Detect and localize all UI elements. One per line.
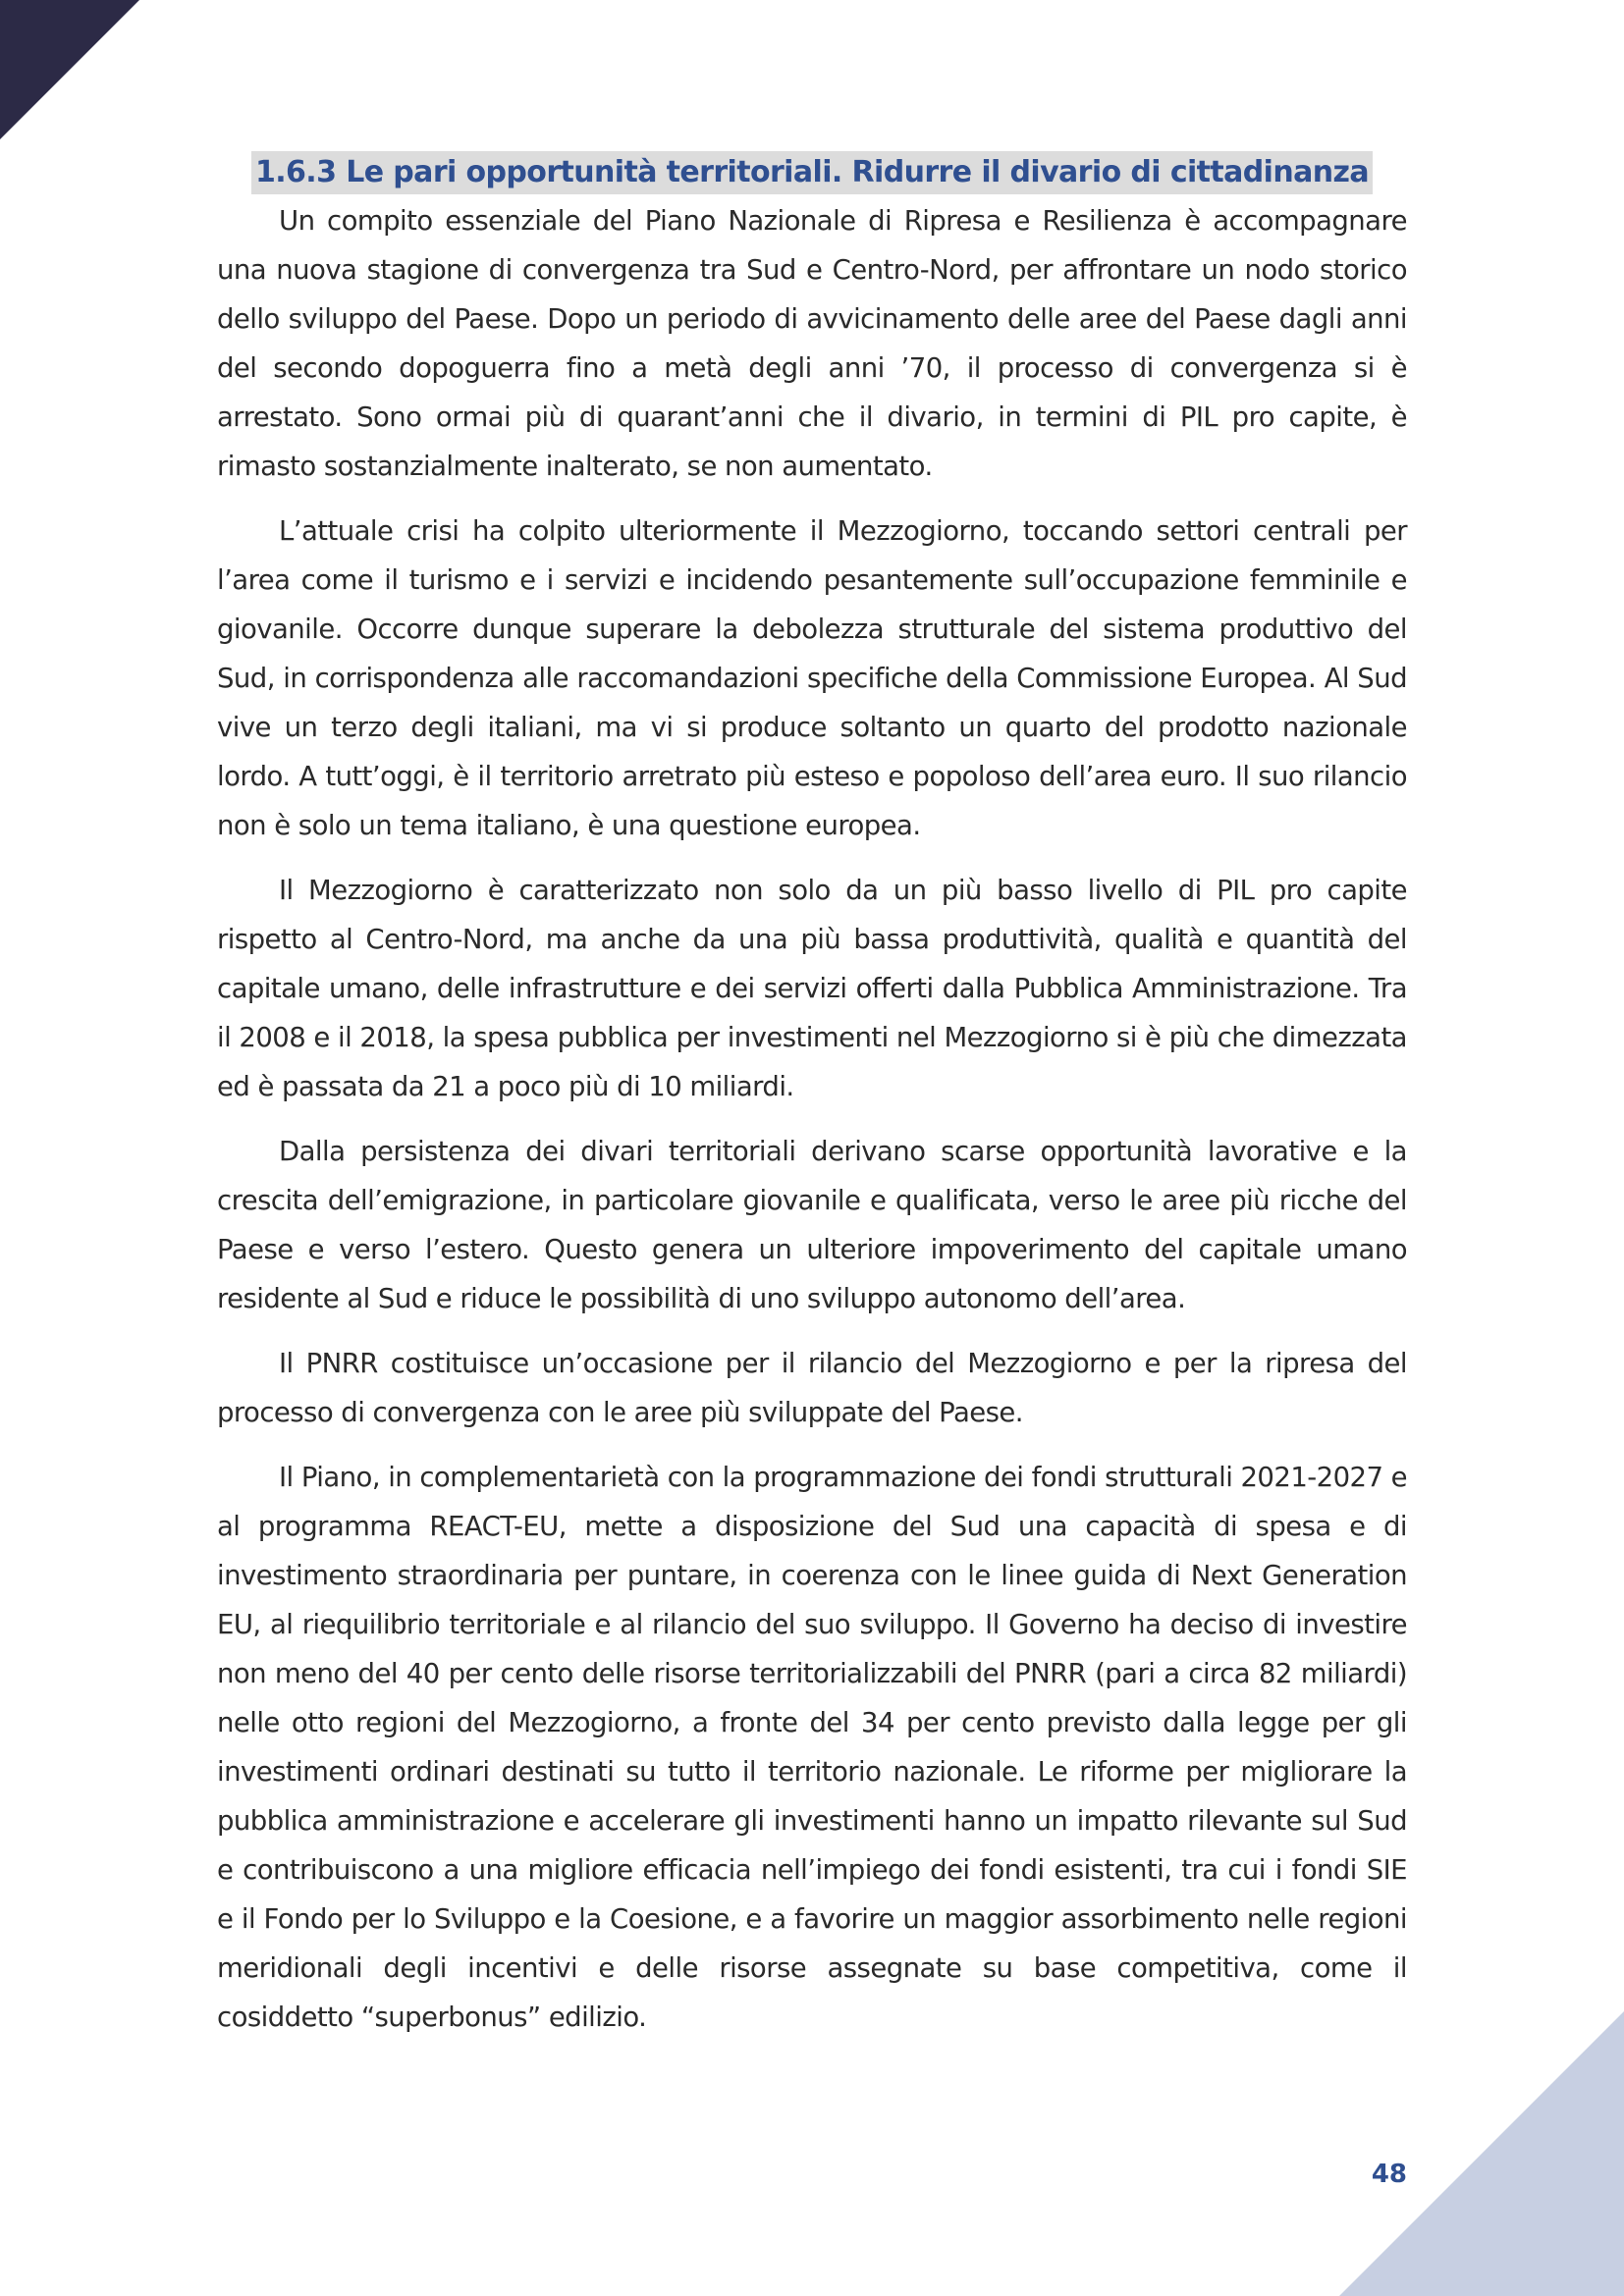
section-heading-container	[217, 151, 1407, 194]
paragraph-3: Il Mezzogiorno è caratterizzato non solo da un più basso livello di PIL pro capite rispetto al Centro-Nord, ma anche da una più bassa produttività, qualità e quantità del capitale umano, delle infrastrutture e dei servizi offerti dalla Pubblica Amministrazione. Tra il 2008 e il 2018, la spesa pubblica per investimenti nel Mezzogiorno si è più che dimezzata ed è passata da 21 a poco più di 10 miliardi.	[217, 875, 1407, 1102]
section-heading: 1.6.3 Le pari opportunità territoriali. Ridurre il divario di cittadinanza	[251, 151, 1373, 194]
corner-decoration-top-left	[0, 0, 139, 139]
page-number: 48	[1371, 2160, 1407, 2189]
page-body	[217, 151, 1407, 2057]
paragraph-1: Un compito essenziale del Piano Nazionale di Ripresa e Resilienza è accompagnare una nuova stagione di convergenza tra Sud e Centro-Nord, per affrontare un nodo storico dello sviluppo del Paese. Dopo un periodo di avvicinamento delle aree del Paese dagli anni del secondo dopoguerra fino a metà degli anni ’70, il processo di convergenza si è arrestato. Sono ormai più di quarant’anni che il divario, in termini di PIL pro capite, è rimasto sostanzialmente inalterato, se non aumentato.	[217, 205, 1407, 482]
paragraph-6: Il Piano, in complementarietà con la programmazione dei fondi strutturali 2021-2027 e al programma REACT-EU, mette a disposizione del Sud una capacità di spesa e di investimento straordinaria per puntare, in coerenza con le linee guida di Next Generation EU, al riequilibrio territoriale e al rilancio del suo sviluppo. Il Governo ha deciso di investire non meno del 40 per cento delle risorse territorializzabili del PNRR (pari a circa 82 miliardi) nelle otto regioni del Mezzogiorno, a fronte del 34 per cento previsto dalla legge per gli investimenti ordinari destinati su tutto il territorio nazionale. Le riforme per migliorare la pubblica amministrazione e accelerare gli investimenti hanno un impatto rilevante sul Sud e contribuiscono a una migliore efficacia nell’impiego dei fondi esistenti, tra cui i fondi SIE e il Fondo per lo Sviluppo e la Coesione, e a favorire un maggior assorbimento nelle regioni meridionali degli incentivi e delle risorse assegnate su base competitiva, come il cosiddetto “superbonus” edilizio.	[217, 1462, 1407, 2033]
paragraph-4: Dalla persistenza dei divari territoriali derivano scarse opportunità lavorative e la crescita dell’emigrazione, in particolare giovanile e qualificata, verso le aree più ricche del Paese e verso l’estero. Questo genera un ulteriore impoverimento del capitale umano residente al Sud e riduce le possibilità di uno sviluppo autonomo dell’area.	[217, 1136, 1407, 1314]
paragraph-2: L’attuale crisi ha colpito ulteriormente il Mezzogiorno, toccando settori centrali per l’area come il turismo e i servizi e incidendo pesantemente sull’occupazione femminile e giovanile. Occorre dunque superare la debolezza strutturale del sistema produttivo del Sud, in corrispondenza alle raccomandazioni specifiche della Commissione Europea. Al Sud vive un terzo degli italiani, ma vi si produce soltanto un quarto del prodotto nazionale lordo. A tutt’oggi, è il territorio arretrato più esteso e popoloso dell’area euro. Il suo rilancio non è solo un tema italiano, è una questione europea.	[217, 515, 1407, 841]
paragraph-5: Il PNRR costituisce un’occasione per il rilancio del Mezzogiorno e per la ripresa del processo di convergenza con le aree più sviluppate del Paese.	[217, 1348, 1407, 1428]
